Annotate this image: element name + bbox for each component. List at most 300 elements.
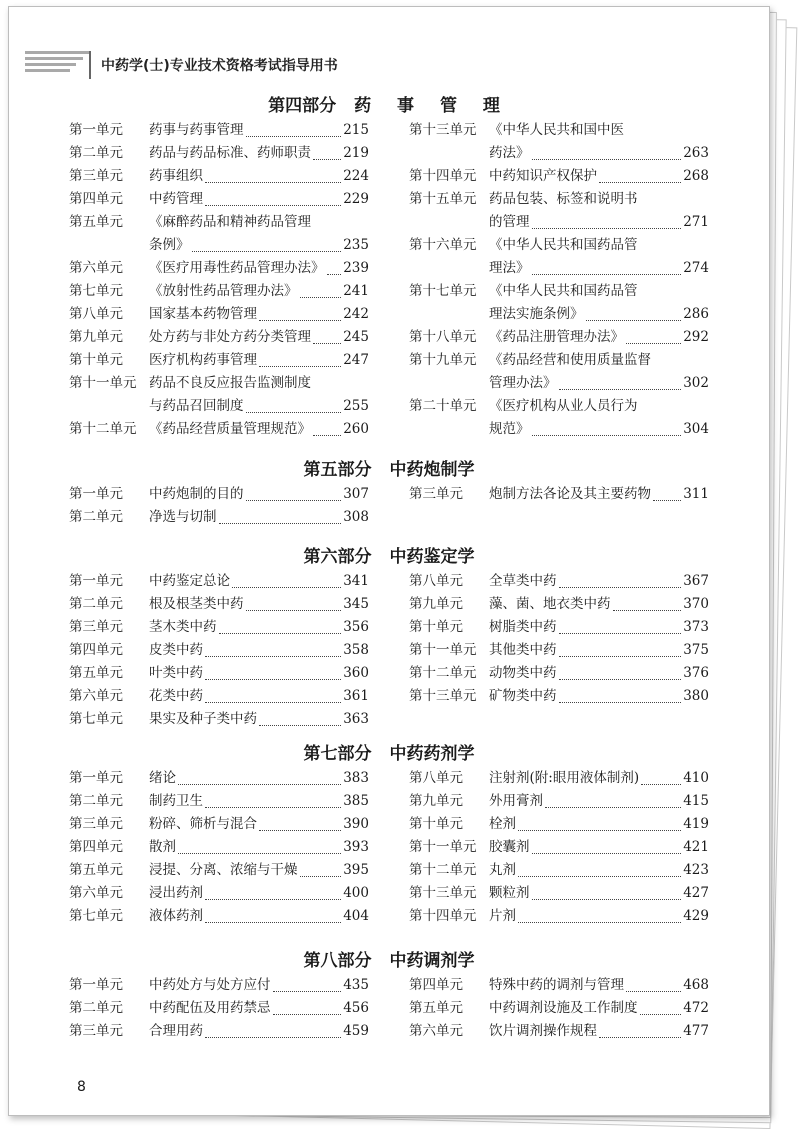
dot-leader <box>246 478 342 501</box>
section-title <box>69 741 709 767</box>
unit-label: 第十七单元 <box>409 283 477 299</box>
unit-label: 第五单元 <box>69 214 123 230</box>
unit-label: 第一单元 <box>69 770 123 786</box>
toc-column-left <box>69 570 369 731</box>
entry-line <box>489 685 709 708</box>
dot-leader <box>532 252 682 275</box>
entry-title: 叶类中药 <box>149 665 203 681</box>
page-ref: 375 <box>683 642 709 658</box>
entry-body <box>149 1020 369 1043</box>
toc-column-right <box>409 570 709 731</box>
page-ref: 360 <box>343 665 369 681</box>
dot-leader <box>273 992 342 1015</box>
entry-line <box>489 211 709 234</box>
toc-entry[interactable] <box>69 349 369 372</box>
page-ref: 302 <box>683 375 709 391</box>
entry-line <box>489 1020 709 1043</box>
section-columns <box>69 119 709 441</box>
page-ref: 376 <box>683 665 709 681</box>
toc-entry[interactable] <box>409 280 709 326</box>
entry-line <box>149 1020 369 1043</box>
page-ref: 247 <box>343 352 369 368</box>
unit-label: 第十二单元 <box>409 862 477 878</box>
dot-leader <box>518 900 681 923</box>
page-ref: 361 <box>343 688 369 704</box>
dot-leader <box>192 229 342 252</box>
dot-leader <box>313 413 341 436</box>
entry-title: 外用膏剂 <box>489 793 543 809</box>
dot-leader <box>178 762 341 785</box>
unit-label: 第八单元 <box>69 306 123 322</box>
unit-label: 第三单元 <box>69 816 123 832</box>
section-name: 中药药剂学 <box>389 744 475 764</box>
page-ref: 380 <box>683 688 709 704</box>
section-columns <box>69 570 709 731</box>
entry-line <box>149 506 369 529</box>
dot-leader <box>259 298 341 321</box>
dot-leader <box>586 298 682 321</box>
dot-leader <box>205 877 341 900</box>
dot-leader <box>518 854 681 877</box>
entry-title: 炮制方法各论及其主要药物 <box>489 486 651 502</box>
page-ref: 429 <box>683 908 709 924</box>
unit-label: 第一单元 <box>69 122 123 138</box>
entry-title: 中药调剂设施及工作制度 <box>489 1000 638 1016</box>
entry-title: 《中华人民共和国中医 <box>489 122 624 138</box>
page-ref: 235 <box>343 237 369 253</box>
entry-title: 药事与药事管理 <box>149 122 244 138</box>
entry-title: 药品不良反应报告监测制度 <box>149 375 311 391</box>
dot-leader <box>532 831 682 854</box>
dot-leader <box>532 137 682 160</box>
entry-title: 中药知识产权保护 <box>489 168 597 184</box>
entry-title: 《医疗用毒性药品管理办法》 <box>149 260 325 276</box>
page-ref: 395 <box>343 862 369 878</box>
entry-title: 片剂 <box>489 908 516 924</box>
toc-entry[interactable] <box>409 119 709 165</box>
section-name: 药 事 管 理 <box>354 96 510 116</box>
page-ref: 468 <box>683 977 709 993</box>
dot-leader <box>259 808 341 831</box>
section-name: 中药调剂学 <box>389 951 475 971</box>
entry-body <box>149 418 369 441</box>
toc-entry[interactable] <box>409 349 709 395</box>
dot-leader <box>613 588 682 611</box>
dot-leader <box>640 992 682 1015</box>
entry-body <box>149 905 369 928</box>
unit-label: 第十五单元 <box>409 191 477 207</box>
entry-title: 药品包装、标签和说明书 <box>489 191 638 207</box>
entry-body <box>489 905 709 928</box>
toc-entry[interactable] <box>69 372 369 418</box>
entry-title: 理法》 <box>489 260 530 276</box>
entry-title: 动物类中药 <box>489 665 557 681</box>
entry-title: 注射剂(附:眼用液体制剂) <box>489 770 640 786</box>
dot-leader <box>313 137 341 160</box>
page-ref: 393 <box>343 839 369 855</box>
unit-label: 第十单元 <box>409 619 463 635</box>
page-ref: 427 <box>683 885 709 901</box>
toc-entry[interactable] <box>69 1020 369 1043</box>
entry-body <box>489 395 709 441</box>
dot-leader <box>205 900 341 923</box>
unit-label: 第三单元 <box>409 486 463 502</box>
dot-leader <box>532 413 682 436</box>
header-decoration <box>25 51 89 81</box>
dot-leader <box>232 565 341 588</box>
entry-line <box>149 349 369 372</box>
dot-leader <box>532 877 682 900</box>
toc-entry[interactable] <box>69 506 369 529</box>
entry-body <box>149 211 369 257</box>
unit-label: 第三单元 <box>69 168 123 184</box>
book-title: 中药学(士)专业技术资格考试指导用书 <box>101 58 338 74</box>
toc-column-left <box>69 767 369 928</box>
page-ref: 271 <box>683 214 709 230</box>
unit-label: 第三单元 <box>69 1023 123 1039</box>
page-ref: 356 <box>343 619 369 635</box>
entry-body <box>489 349 709 395</box>
entry-title: 藻、菌、地衣类中药 <box>489 596 611 612</box>
page-ref: 421 <box>683 839 709 855</box>
entry-title: 果实及种子类中药 <box>149 711 257 727</box>
entry-title: 浸出药剂 <box>149 885 203 901</box>
entry-title: 粉碎、筛析与混合 <box>149 816 257 832</box>
toc-entry[interactable] <box>409 1020 709 1043</box>
dot-leader <box>559 680 682 703</box>
entry-title: 中药配伍及用药禁忌 <box>149 1000 271 1016</box>
unit-label: 第九单元 <box>409 596 463 612</box>
unit-label: 第六单元 <box>69 260 123 276</box>
unit-label: 第五单元 <box>69 862 123 878</box>
dot-leader <box>641 762 681 785</box>
dot-leader <box>327 252 342 275</box>
unit-label: 第二单元 <box>69 509 123 525</box>
entry-title: 中药管理 <box>149 191 203 207</box>
unit-label: 第二单元 <box>69 793 123 809</box>
entry-line <box>149 418 369 441</box>
toc-entry[interactable] <box>69 418 369 441</box>
dot-leader <box>205 657 341 680</box>
entry-title: 胶囊剂 <box>489 839 530 855</box>
unit-label: 第十四单元 <box>409 168 477 184</box>
dot-leader <box>205 1015 341 1038</box>
toc-entry[interactable] <box>69 905 369 928</box>
toc-column-left <box>69 483 369 529</box>
entry-body <box>149 349 369 372</box>
dot-leader <box>205 634 341 657</box>
dot-leader <box>559 634 682 657</box>
section-title <box>69 457 709 483</box>
dot-leader <box>559 367 682 390</box>
unit-label: 第六单元 <box>409 1023 463 1039</box>
entry-line <box>489 483 709 506</box>
page-ref: 456 <box>343 1000 369 1016</box>
section-number: 第八部分 <box>303 951 372 971</box>
section-number: 第六部分 <box>303 547 372 567</box>
unit-label: 第八单元 <box>409 573 463 589</box>
dot-leader <box>599 160 681 183</box>
page-ref: 373 <box>683 619 709 635</box>
entry-title: 《药品注册管理办法》 <box>489 329 624 345</box>
unit-label: 第十一单元 <box>409 839 477 855</box>
page-ref: 459 <box>343 1023 369 1039</box>
page-ref: 263 <box>683 145 709 161</box>
header-divider <box>89 51 91 79</box>
entry-title: 的管理 <box>489 214 530 230</box>
page-ref: 410 <box>683 770 709 786</box>
page-ref: 341 <box>343 573 369 589</box>
entry-body <box>489 280 709 326</box>
dot-leader <box>246 114 342 137</box>
toc-section <box>69 741 709 928</box>
entry-title: 处方药与非处方药分类管理 <box>149 329 311 345</box>
entry-title: 皮类中药 <box>149 642 203 658</box>
entry-title: 规范》 <box>489 421 530 437</box>
entry-body <box>489 685 709 708</box>
page-ref: 435 <box>343 977 369 993</box>
entry-line <box>489 372 709 395</box>
toc-entry[interactable] <box>69 708 369 731</box>
toc-column-right <box>409 767 709 928</box>
page-ref: 241 <box>343 283 369 299</box>
entry-title: 医疗机构药事管理 <box>149 352 257 368</box>
unit-label: 第六单元 <box>69 885 123 901</box>
dot-leader <box>559 657 682 680</box>
unit-label: 第四单元 <box>409 977 463 993</box>
dot-leader <box>259 344 341 367</box>
page-ref: 229 <box>343 191 369 207</box>
page-ref: 404 <box>343 908 369 924</box>
page-ref: 415 <box>683 793 709 809</box>
page-ref: 215 <box>343 122 369 138</box>
entry-line <box>149 188 369 211</box>
page-ref: 363 <box>343 711 369 727</box>
page-ref: 311 <box>683 486 709 502</box>
entry-title: 药事组织 <box>149 168 203 184</box>
entry-title: 《中华人民共和国药品管 <box>489 283 638 299</box>
unit-label: 第四单元 <box>69 839 123 855</box>
page-ref: 358 <box>343 642 369 658</box>
unit-label: 第十单元 <box>409 816 463 832</box>
unit-label: 第四单元 <box>69 642 123 658</box>
entry-body <box>489 483 709 506</box>
entry-line <box>489 165 709 188</box>
section-number: 第四部分 <box>268 96 337 116</box>
page-ref: 308 <box>343 509 369 525</box>
toc-entry[interactable] <box>409 483 709 506</box>
entry-line <box>489 905 709 928</box>
page-ref: 304 <box>683 421 709 437</box>
entry-title: 栓剂 <box>489 816 516 832</box>
toc-entry[interactable] <box>409 234 709 280</box>
unit-label: 第十三单元 <box>409 688 477 704</box>
entry-body <box>149 708 369 731</box>
entry-title: 绪论 <box>149 770 176 786</box>
unit-label: 第七单元 <box>69 908 123 924</box>
entry-title: 《医疗机构从业人员行为 <box>489 398 638 414</box>
dot-leader <box>178 831 341 854</box>
unit-label: 第七单元 <box>69 283 123 299</box>
toc-page <box>8 6 770 1116</box>
entry-title: 中药炮制的目的 <box>149 486 244 502</box>
dot-leader <box>300 854 342 877</box>
section-number: 第七部分 <box>303 744 372 764</box>
toc-entry[interactable] <box>409 685 709 708</box>
unit-label: 第十一单元 <box>409 642 477 658</box>
entry-title: 管理办法》 <box>489 375 557 391</box>
dot-leader <box>559 565 682 588</box>
entry-title: 药品与药品标准、药师职责 <box>149 145 311 161</box>
toc-entry[interactable] <box>69 188 369 211</box>
entry-title: 液体药剂 <box>149 908 203 924</box>
unit-label: 第六单元 <box>69 688 123 704</box>
unit-label: 第二单元 <box>69 596 123 612</box>
page-ref: 423 <box>683 862 709 878</box>
entry-body <box>489 1020 709 1043</box>
section-title <box>69 93 709 119</box>
toc-entry[interactable] <box>409 905 709 928</box>
entry-body <box>149 372 369 418</box>
page-ref: 286 <box>683 306 709 322</box>
page-number: 8 <box>77 1079 86 1095</box>
unit-label: 第十四单元 <box>409 908 477 924</box>
dot-leader <box>259 703 341 726</box>
unit-label: 第一单元 <box>69 486 123 502</box>
toc-column-right <box>409 974 709 1043</box>
entry-line <box>149 708 369 731</box>
entry-title: 散剂 <box>149 839 176 855</box>
dot-leader <box>273 969 342 992</box>
toc-column-right <box>409 119 709 441</box>
entry-title: 《药品经营质量管理规范》 <box>149 421 311 437</box>
page-ref: 477 <box>683 1023 709 1039</box>
entry-title: 净选与切制 <box>149 509 217 525</box>
entry-title: 国家基本药物管理 <box>149 306 257 322</box>
entry-title: 理法实施条例》 <box>489 306 584 322</box>
page-ref: 245 <box>343 329 369 345</box>
entry-title: 药法》 <box>489 145 530 161</box>
unit-label: 第十二单元 <box>409 665 477 681</box>
entry-line <box>149 905 369 928</box>
unit-label: 第八单元 <box>409 770 463 786</box>
toc-section <box>69 93 709 441</box>
section-number: 第五部分 <box>303 460 372 480</box>
dot-leader <box>205 160 341 183</box>
page-ref: 255 <box>343 398 369 414</box>
entry-title: 特殊中药的调剂与管理 <box>489 977 624 993</box>
dot-leader <box>300 275 342 298</box>
page-ref: 260 <box>343 421 369 437</box>
dot-leader <box>219 611 342 634</box>
dot-leader <box>205 680 341 703</box>
unit-label: 第十二单元 <box>69 421 137 437</box>
unit-label: 第十三单元 <box>409 122 477 138</box>
page-ref: 383 <box>343 770 369 786</box>
entry-title: 花类中药 <box>149 688 203 704</box>
dot-leader <box>205 183 341 206</box>
entry-line <box>489 326 709 349</box>
entry-title: 全草类中药 <box>489 573 557 589</box>
section-name: 中药炮制学 <box>389 460 475 480</box>
toc-section <box>69 948 709 1043</box>
entry-body <box>489 326 709 349</box>
section-columns <box>69 974 709 1043</box>
section-name: 中药鉴定学 <box>389 547 475 567</box>
unit-label: 第二单元 <box>69 145 123 161</box>
entry-line <box>489 257 709 280</box>
dot-leader <box>518 808 681 831</box>
page-ref: 370 <box>683 596 709 612</box>
entry-title: 合理用药 <box>149 1023 203 1039</box>
toc-section <box>69 544 709 731</box>
unit-label: 第四单元 <box>69 191 123 207</box>
entry-title: 茎木类中药 <box>149 619 217 635</box>
section-title <box>69 948 709 974</box>
toc-entry[interactable] <box>409 395 709 441</box>
unit-label: 第二单元 <box>69 1000 123 1016</box>
section-columns <box>69 483 709 529</box>
unit-label: 第五单元 <box>69 665 123 681</box>
unit-label: 第一单元 <box>69 573 123 589</box>
unit-label: 第十单元 <box>69 352 123 368</box>
dot-leader <box>532 206 682 229</box>
unit-label: 第十九单元 <box>409 352 477 368</box>
toc-entry[interactable] <box>409 188 709 234</box>
unit-label: 第二十单元 <box>409 398 477 414</box>
entry-body <box>149 188 369 211</box>
dot-leader <box>313 321 341 344</box>
entry-title: 《麻醉药品和精神药品管理 <box>149 214 311 230</box>
page-ref: 390 <box>343 816 369 832</box>
dot-leader <box>246 390 342 413</box>
unit-label: 第十六单元 <box>409 237 477 253</box>
dot-leader <box>246 588 342 611</box>
unit-label: 第三单元 <box>69 619 123 635</box>
dot-leader <box>626 969 681 992</box>
entry-title: 中药鉴定总论 <box>149 573 230 589</box>
entry-body <box>149 506 369 529</box>
unit-label: 第十三单元 <box>409 885 477 901</box>
dot-leader <box>559 611 682 634</box>
page-ref: 274 <box>683 260 709 276</box>
entry-body <box>489 119 709 165</box>
toc-entry[interactable] <box>409 326 709 349</box>
entry-title: 《放射性药品管理办法》 <box>149 283 298 299</box>
entry-body <box>489 165 709 188</box>
dot-leader <box>653 478 681 501</box>
page-ref: 367 <box>683 573 709 589</box>
page-ref: 307 <box>343 486 369 502</box>
page-ref: 472 <box>683 1000 709 1016</box>
dot-leader <box>599 1015 681 1038</box>
page-ref: 400 <box>343 885 369 901</box>
entry-body <box>489 188 709 234</box>
entry-title: 《药品经营和使用质量监督 <box>489 352 651 368</box>
entry-line <box>489 418 709 441</box>
entry-title: 树脂类中药 <box>489 619 557 635</box>
entry-title: 饮片调剂操作规程 <box>489 1023 597 1039</box>
entry-title: 根及根茎类中药 <box>149 596 244 612</box>
unit-label: 第七单元 <box>69 711 123 727</box>
entry-title: 丸剂 <box>489 862 516 878</box>
entry-title: 与药品召回制度 <box>149 398 244 414</box>
entry-title: 《中华人民共和国药品管 <box>489 237 638 253</box>
toc-entry[interactable] <box>69 211 369 257</box>
entry-title: 中药处方与处方应付 <box>149 977 271 993</box>
toc-column-left <box>69 119 369 441</box>
toc-entry[interactable] <box>409 165 709 188</box>
